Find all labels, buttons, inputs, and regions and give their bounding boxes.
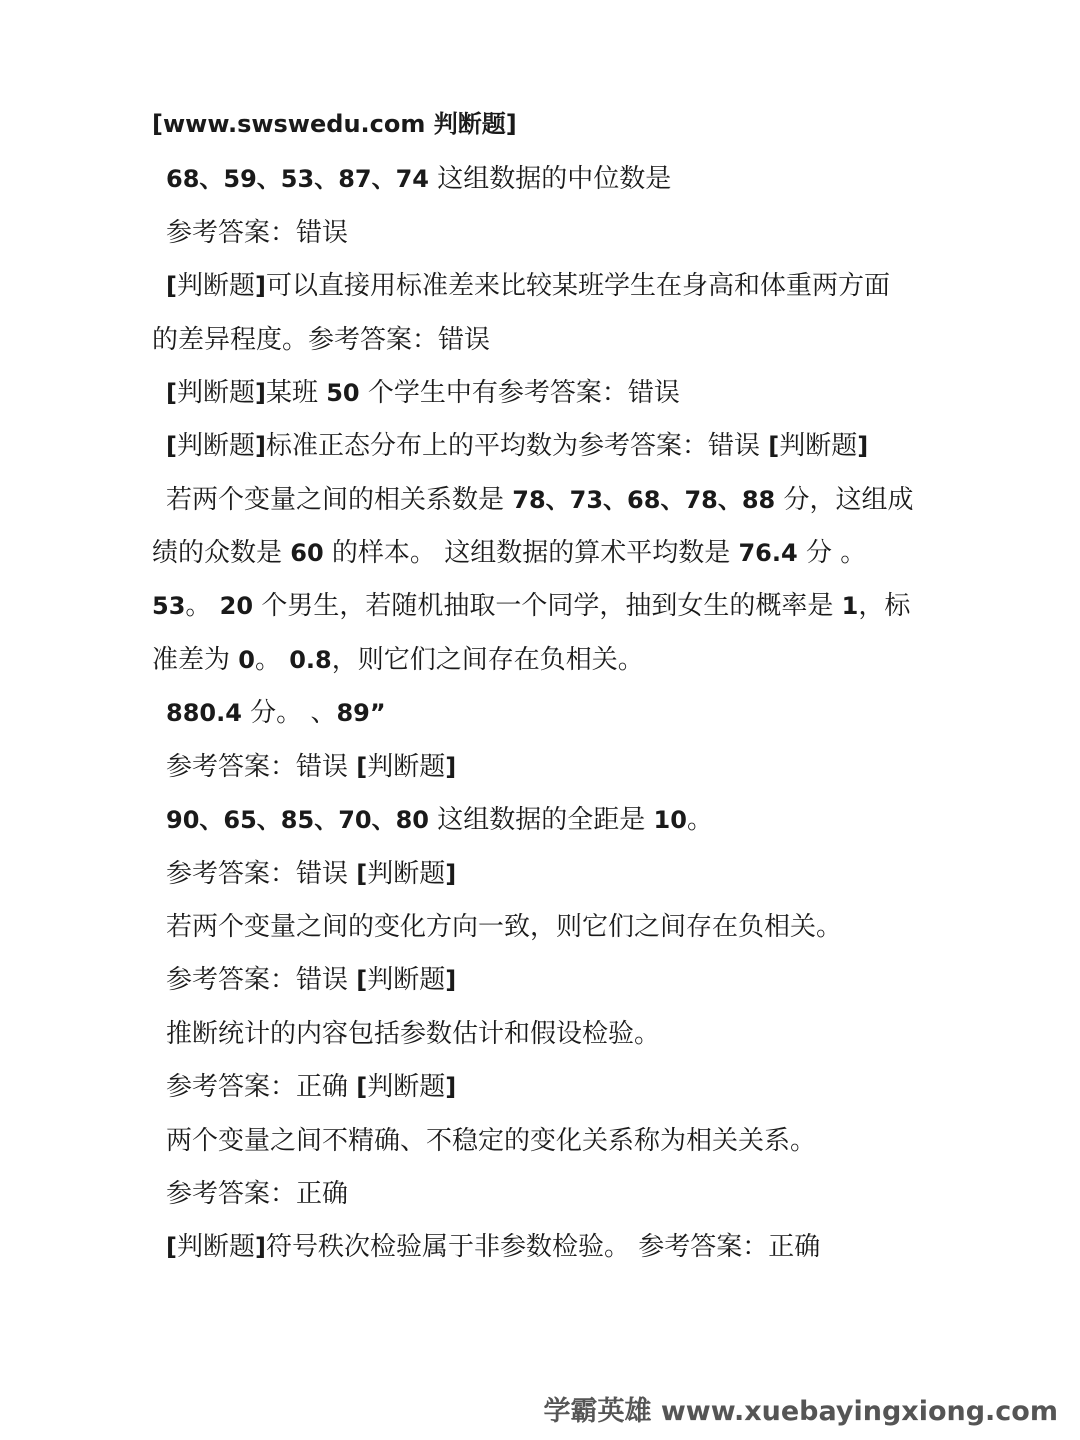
text-run: ] [254, 432, 266, 460]
text-run: 判断题 [176, 378, 255, 408]
text-line-21 [166, 1174, 966, 1214]
text-line-17 [166, 960, 966, 1000]
text-run: 符号秩次检验属于非参数检验。 参考答案：正确 [265, 1232, 821, 1262]
text-run: 判断题] [433, 110, 517, 138]
text-line-22 [166, 1227, 966, 1267]
text-run: 78、73、68、78、88 [512, 486, 776, 514]
text-run: 推断统计的内容包括参数估计和假设检验。 [166, 1019, 661, 1049]
footer-watermark: 学霸英雄 www.xuebayingxiong.com [543, 1396, 1058, 1427]
text-run: 60 [290, 539, 324, 567]
text-run: 若两个变量之间的相关系数是 [166, 485, 513, 515]
text-run: 。 [254, 645, 290, 675]
text-run: ] [857, 432, 869, 460]
text-run: 0 [238, 646, 255, 674]
text-line-16 [166, 907, 966, 947]
text-line-12 [166, 693, 966, 733]
text-run: 判断题 [367, 752, 446, 782]
text-line-11 [152, 640, 952, 680]
text-run: [ [166, 272, 177, 300]
text-run: 判断题 [779, 431, 858, 461]
text-run: 参考答案：错误 [166, 965, 357, 995]
text-run: [ [166, 379, 177, 407]
text-line-18 [166, 1014, 966, 1054]
text-run: 分，这组成 [775, 485, 914, 515]
text-run: 个男生，若随机抽取一个同学，抽到女生的概率是 [253, 591, 842, 621]
text-run: ] [445, 1073, 457, 1101]
text-line-8 [166, 480, 966, 520]
text-run: ] [254, 272, 266, 300]
text-run: 判断题 [176, 271, 255, 301]
text-run: 的差异程度。参考答案：错误 [152, 325, 491, 355]
text-run: 参考答案：正确 [166, 1179, 349, 1209]
text-run: ] [445, 966, 457, 994]
text-run: 20 [219, 592, 254, 620]
text-line-3 [166, 213, 966, 253]
text-run: 89 [336, 699, 370, 727]
text-run: 准差为 [152, 645, 239, 675]
text-line-5 [152, 320, 952, 360]
text-line-2 [166, 159, 966, 199]
text-line-7 [166, 426, 966, 466]
text-run: ] [445, 860, 457, 888]
text-run: ] [445, 753, 457, 781]
text-run: 参考答案：正确 [166, 1072, 357, 1102]
text-run: 分 。 [797, 538, 867, 568]
text-line-9 [152, 533, 952, 573]
text-run: 判断题 [176, 1232, 255, 1262]
text-run: 的样本。 这组数据的算术平均数是 [323, 538, 739, 568]
text-run: 10 [653, 806, 687, 834]
text-run: 绩的众数是 [152, 538, 291, 568]
text-run: 分。 、 [241, 698, 337, 728]
text-run: 标准正态分布上的平均数为参考答案：错误 [265, 431, 769, 461]
text-run: 。 [185, 591, 220, 621]
text-line-10 [152, 586, 952, 626]
text-run: 个学生中有参考答案：错误 [359, 378, 680, 408]
text-run: 90、65、85、70、80 [166, 806, 429, 834]
text-run: 参考答案：错误 [166, 752, 357, 782]
text-run: 1 [841, 592, 859, 620]
text-run: 某班 [265, 378, 327, 408]
text-line-20 [166, 1121, 966, 1161]
text-run: ” [369, 699, 386, 727]
text-run: ] [254, 1233, 266, 1261]
text-run: 53 [152, 592, 186, 620]
text-line-1 [152, 104, 952, 144]
text-run: ] [254, 379, 266, 407]
text-line-4 [166, 266, 966, 306]
text-line-13 [166, 747, 966, 787]
text-run: 判断题 [367, 859, 446, 889]
text-run: 判断题 [176, 431, 255, 461]
text-run: 76.4 [738, 539, 798, 567]
text-line-14 [166, 800, 966, 840]
text-run: 0.8 [289, 646, 332, 674]
text-run: [ [356, 966, 368, 994]
text-run: 68、59、53、87、74 [166, 165, 429, 193]
text-run: 880.4 [166, 699, 242, 727]
text-run: 两个变量之间不精确、不稳定的变化关系称为相关关系。 [166, 1126, 817, 1156]
text-run: [ [356, 1073, 368, 1101]
text-line-6 [166, 373, 966, 413]
text-run: 可以直接用标准差来比较某班学生在身高和体重两方面 [265, 271, 890, 301]
text-run: ，则它们之间存在负相关。 [331, 645, 644, 675]
text-run: [ [166, 1233, 177, 1261]
text-line-15 [166, 854, 966, 894]
text-run: 判断题 [367, 965, 446, 995]
text-run: 这组数据的中位数是 [429, 164, 672, 194]
text-line-19 [166, 1067, 966, 1107]
text-run: [ [768, 432, 780, 460]
text-run: 这组数据的全距是 [429, 805, 654, 835]
text-run: [ [356, 753, 368, 781]
text-run: ，标 [858, 591, 911, 621]
text-run: 参考答案：错误 [166, 218, 349, 248]
text-run: 判断题 [367, 1072, 446, 1102]
text-run: [ [166, 432, 177, 460]
text-run: 若两个变量之间的变化方向一致，则它们之间存在负相关。 [166, 912, 843, 942]
text-run: [www.swswedu.com [152, 110, 434, 138]
text-run: 。 [686, 805, 713, 835]
text-run: 50 [326, 379, 360, 407]
text-run: [ [356, 860, 368, 888]
text-run: 参考答案：错误 [166, 859, 357, 889]
